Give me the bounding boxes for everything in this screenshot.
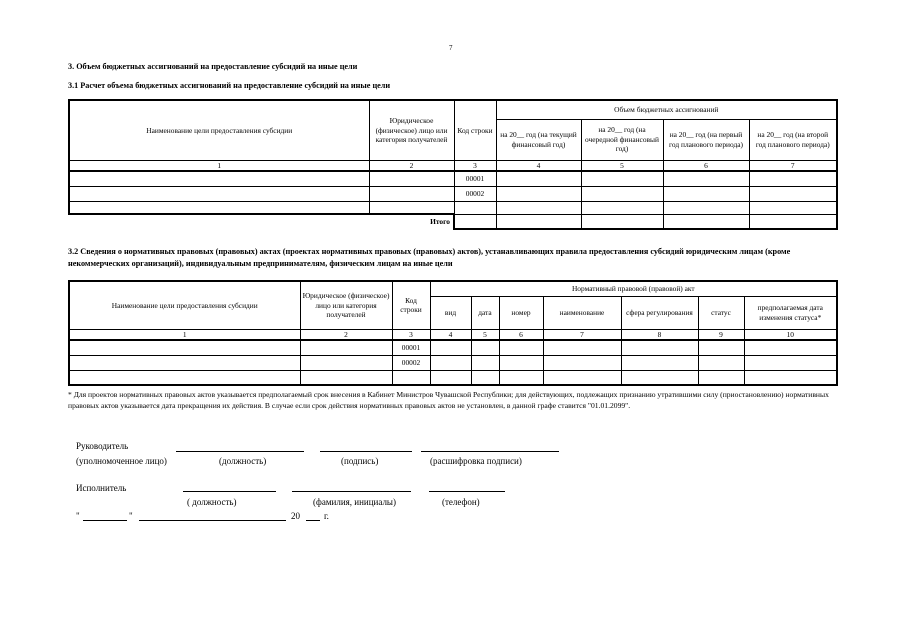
cell[interactable] [543,370,621,385]
cell[interactable] [69,171,369,186]
cell[interactable] [454,214,496,229]
col-header-goal-name: Наименование цели предоставления субсидии [69,281,300,329]
col-header-year-plan2: на 20__ год (на второй год планового периода) [749,119,837,160]
cell[interactable] [749,201,837,214]
exec-name-caption: (фамилия, инициалы) [313,497,396,507]
cell[interactable] [749,214,837,229]
cell[interactable] [69,355,300,370]
head-label: Руководитель [76,441,129,451]
cell[interactable] [744,340,837,355]
cell[interactable] [300,340,392,355]
cell[interactable] [581,186,663,201]
row-code: 00002 [454,186,496,201]
col-header-act-number: номер [499,296,543,329]
cell[interactable] [749,186,837,201]
section-3-2-title: 3.2 Сведения о нормативных правовых (правовых) актах (проектах нормативных правовых (правовых) актов), устанавливающих правила предоставления субсидий юридическим лицам (кроме некоммерческих организаций), индивидуальным предпринимателям, физическим лицам на иные цели [68,247,791,268]
cell[interactable] [744,370,837,385]
head-signature-line[interactable] [320,451,412,452]
legal-acts-table [68,280,838,386]
col-header-year-next: на 20__ год (на очередной финансовый год) [581,119,663,160]
exec-phone-caption: (телефон) [442,497,480,507]
cell[interactable] [698,370,744,385]
date-year-suffix: г. [324,511,329,521]
cell[interactable] [499,355,543,370]
head-decode-line[interactable] [421,451,559,452]
cell[interactable] [749,171,837,186]
cell[interactable] [369,201,454,214]
cell[interactable] [69,370,300,385]
col-number: 10 [744,329,837,340]
cell[interactable] [69,340,300,355]
col-number: 6 [499,329,543,340]
section-3-title: 3. Объем бюджетных ассигнований на предоставление субсидий на иные цели [68,62,358,71]
cell[interactable] [369,186,454,201]
col-header-act-status: статус [698,296,744,329]
cell[interactable] [69,201,369,214]
date-quote-close: " [129,511,133,521]
head-signature-caption: (подпись) [341,456,379,466]
col-number: 7 [749,160,837,171]
table-row [69,355,837,370]
cell[interactable] [300,370,392,385]
table-row [69,370,837,385]
col-number: 8 [621,329,698,340]
col-number: 7 [543,329,621,340]
cell[interactable] [69,186,369,201]
cell[interactable] [663,186,749,201]
col-number: 6 [663,160,749,171]
cell[interactable] [496,171,581,186]
col-number: 4 [496,160,581,171]
cell[interactable] [471,370,499,385]
col-header-budget-volume: Объем бюджетных ассигнований [496,100,837,119]
cell[interactable] [499,340,543,355]
cell[interactable] [300,355,392,370]
cell[interactable] [471,355,499,370]
col-header-status-change-date: предполагаемая дата изменения статуса* [744,296,837,329]
cell[interactable] [663,214,749,229]
executor-label: Исполнитель [76,483,127,493]
head-position-line[interactable] [176,451,304,452]
col-header-recipient: Юридическое (физическое) лицо или категория получателей [369,100,454,160]
cell[interactable] [663,171,749,186]
cell[interactable] [744,355,837,370]
col-header-goal-name: Наименование цели предоставления субсидии [69,100,369,160]
cell[interactable] [430,340,471,355]
cell[interactable] [496,186,581,201]
col-header-act-name: наименование [543,296,621,329]
col-header-year-plan1: на 20__ год (на первый год планового периода) [663,119,749,160]
col-number: 1 [69,160,369,171]
date-quote-open: " [76,511,80,521]
footnote: * Для проектов нормативных правовых актов указывается предполагаемый срок внесения в Кабинет Министров Чувашской Республики; для действующих, подлежащих признанию утратившими силу (приостановлению) нормативных правовых актов указывается дата прекращения их действия. В случае если срок действия нормативных правовых актов не установлен, в данной графе ставится "01.01.2099". [68,390,829,411]
cell[interactable] [581,214,663,229]
cell[interactable] [698,340,744,355]
date-year-line[interactable] [306,520,320,521]
cell[interactable] [369,171,454,186]
cell[interactable] [430,370,471,385]
col-number: 5 [581,160,663,171]
cell[interactable] [471,340,499,355]
row-code [454,201,496,214]
cell[interactable] [543,355,621,370]
table-row [69,340,837,355]
col-number: 9 [698,329,744,340]
cell[interactable] [496,201,581,214]
col-number: 2 [300,329,392,340]
cell[interactable] [430,355,471,370]
row-code: 00002 [392,355,430,370]
head-decode-caption: (расшифровка подписи) [430,456,522,466]
cell[interactable] [621,340,698,355]
exec-phone-line[interactable] [429,491,505,492]
exec-position-caption: ( должность) [187,497,237,507]
total-row [69,214,837,229]
col-header-recipient: Юридическое (физическое) лицо или категория получателей [300,281,392,329]
col-header-act-scope: сфера регулирования [621,296,698,329]
col-header-row-code: Код строки [454,100,496,160]
date-day-line[interactable] [83,520,127,521]
head-sub-label: (уполномоченное лицо) [76,456,167,466]
col-number: 4 [430,329,471,340]
cell[interactable] [621,355,698,370]
row-code: 00001 [392,340,430,355]
date-month-line[interactable] [139,520,286,521]
budget-allocation-table [68,99,838,230]
total-label: Итого [430,217,450,227]
col-header-act-date: дата [471,296,499,329]
col-number: 5 [471,329,499,340]
cell[interactable] [543,340,621,355]
col-number: 2 [369,160,454,171]
row-code: 00001 [454,171,496,186]
section-3-1-title: 3.1 Расчет объема бюджетных ассигнований на предоставление субсидий на иные цели [68,81,391,90]
col-header-row-code: Код строки [392,281,430,329]
table-row [69,171,837,186]
cell[interactable] [663,201,749,214]
cell[interactable] [496,214,581,229]
col-header-act-type: вид [430,296,471,329]
table-row [69,186,837,201]
cell[interactable] [621,370,698,385]
cell[interactable] [499,370,543,385]
cell[interactable] [581,201,663,214]
row-code [392,370,430,385]
col-header-year-current: на 20__ год (на текущий финансовый год) [496,119,581,160]
col-number: 1 [69,329,300,340]
head-position-caption: (должность) [219,456,267,466]
cell[interactable] [581,171,663,186]
date-year-prefix: 20 [291,511,300,521]
col-number: 3 [454,160,496,171]
table-row [69,201,837,214]
col-number: 3 [392,329,430,340]
exec-position-line[interactable] [183,491,276,492]
page-number: 7 [449,44,453,52]
cell[interactable] [698,355,744,370]
exec-name-line[interactable] [292,491,411,492]
col-header-legal-act: Нормативный правовой (правовой) акт [430,281,837,296]
